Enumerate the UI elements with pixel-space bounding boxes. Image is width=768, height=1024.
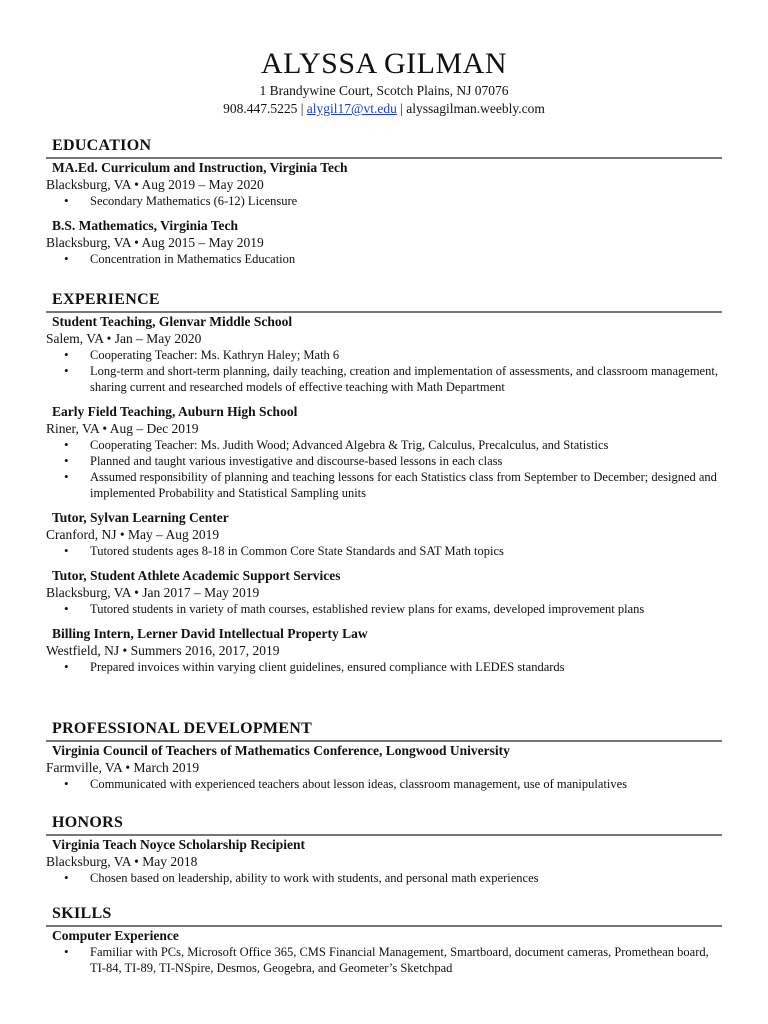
entry-location-date: Blacksburg, VA • Aug 2015 – May 2019 <box>46 235 264 250</box>
bullet-item: • Tutored students in variety of math courses, established review plans for exams, developed improvement plans <box>46 601 722 617</box>
bullet-item: • Tutored students ages 8-18 in Common Core State Standards and SAT Math topics <box>46 543 722 559</box>
bullet-item: • Assumed responsibility of planning and teaching lessons for each Statistics class from September to December; designed and implemented Probability and Statistical Sampling units <box>46 469 722 501</box>
entry-title: Tutor, Sylvan Learning Center <box>52 510 229 525</box>
entry-title: Computer Experience <box>52 928 179 943</box>
entry-location-date: Salem, VA • Jan – May 2020 <box>46 331 202 346</box>
phone-number: 908.447.5225 | <box>223 101 307 116</box>
entry-title: Tutor, Student Athlete Academic Support Services <box>52 568 341 583</box>
entry-location-date: Riner, VA • Aug – Dec 2019 <box>46 421 199 436</box>
entry-location-date: Blacksburg, VA • May 2018 <box>46 854 198 869</box>
skills-section <box>46 904 722 976</box>
education-section <box>46 136 722 267</box>
entry-title: Student Teaching, Glenvar Middle School <box>52 314 293 329</box>
entry-location-date: Westfield, NJ • Summers 2016, 2017, 2019 <box>46 643 280 658</box>
website-text: | alyssagilman.weebly.com <box>396 101 545 116</box>
section-title-education: EDUCATION <box>52 137 152 154</box>
experience-entry <box>46 625 722 675</box>
experience-entry <box>46 567 722 617</box>
bullet-item: • Chosen based on leadership, ability to work with students, and personal math experiences <box>46 870 722 886</box>
bullet-item: • Cooperating Teacher: Ms. Kathryn Haley; Math 6 <box>46 347 722 363</box>
honors-section <box>46 813 722 886</box>
bullet-item: • Communicated with experienced teachers about lesson ideas, classroom management, use of manipulatives <box>46 776 722 792</box>
experience-entry <box>46 313 722 395</box>
section-title-experience: EXPERIENCE <box>52 291 160 308</box>
entry-location-date: Blacksburg, VA • Aug 2019 – May 2020 <box>46 177 264 192</box>
section-title-professional-development: PROFESSIONAL DEVELOPMENT <box>52 720 313 737</box>
bullet-item: • Concentration in Mathematics Education <box>46 251 722 267</box>
entry-location-date: Farmville, VA • March 2019 <box>46 760 200 775</box>
bullet-item: • Secondary Mathematics (6-12) Licensure <box>46 193 722 209</box>
entry-location-date: Blacksburg, VA • Jan 2017 – May 2019 <box>46 585 260 600</box>
bullet-item: • Cooperating Teacher: Ms. Judith Wood; Advanced Algebra & Trig, Calculus, Precalculus, and Statistics <box>46 437 722 453</box>
address-line: 1 Brandywine Court, Scotch Plains, NJ 07076 <box>259 83 509 98</box>
honors-entry <box>46 836 722 886</box>
bullet-item: • Planned and taught various investigative and discourse-based lessons in each class <box>46 453 722 469</box>
entry-title: Billing Intern, Lerner David Intellectual Property Law <box>52 626 368 641</box>
education-entry <box>46 159 722 209</box>
entry-title: B.S. Mathematics, Virginia Tech <box>52 218 239 233</box>
bullet-item: • Long-term and short-term planning, daily teaching, creation and implementation of assessments, and classroom management, sharing current and researched models of effective teaching with Math Department <box>46 363 722 395</box>
experience-section <box>46 290 722 675</box>
bullet-item: • Prepared invoices within varying client guidelines, ensured compliance with LEDES standards <box>46 659 722 675</box>
skills-entry <box>46 927 722 976</box>
bullet-item: • Familiar with PCs, Microsoft Office 365, CMS Financial Management, Smartboard, document cameras, Promethean board, TI-84, TI-89, TI-NSpire, Desmos, Geogebra, and Geometer’s Sketchpad <box>46 944 722 976</box>
section-title-honors: HONORS <box>52 814 124 831</box>
email-link[interactable]: alygil17@vt.edu <box>306 101 397 116</box>
entry-title: Virginia Council of Teachers of Mathematics Conference, Longwood University <box>52 743 510 758</box>
professional-development-section <box>46 719 722 792</box>
education-entry <box>46 217 722 267</box>
entry-title: MA.Ed. Curriculum and Instruction, Virginia Tech <box>52 160 348 175</box>
entry-title: Virginia Teach Noyce Scholarship Recipient <box>52 837 306 852</box>
section-title-skills: SKILLS <box>52 905 112 922</box>
resume-name: ALYSSA GILMAN <box>260 47 508 80</box>
experience-entry <box>46 509 722 559</box>
experience-entry <box>46 403 722 501</box>
pd-entry <box>46 742 722 792</box>
entry-title: Early Field Teaching, Auburn High School <box>52 404 298 419</box>
contact-line <box>0 100 768 118</box>
entry-location-date: Cranford, NJ • May – Aug 2019 <box>46 527 220 542</box>
